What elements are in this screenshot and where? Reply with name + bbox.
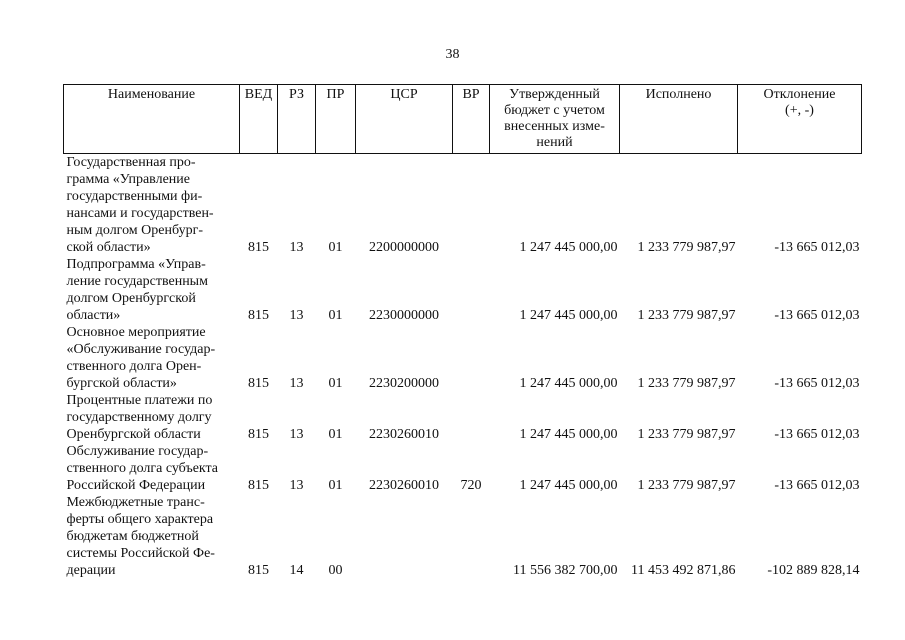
cell-vr — [453, 494, 490, 579]
cell-csr — [356, 494, 453, 579]
cell-rz: 13 — [289, 478, 304, 493]
header-approved-line: внесенных изме- — [504, 119, 605, 134]
cell-csr: 2200000000 — [369, 240, 439, 255]
cell-deviation: -13 665 012,03 — [774, 376, 860, 391]
cell-name-line: системы Российской Фе- — [66, 546, 215, 561]
cell-ved: 815 — [248, 240, 269, 255]
cell-name-line: ственного долга Орен- — [66, 359, 202, 374]
cell-csr: 2230200000 — [369, 376, 439, 391]
cell-ved: 815 — [248, 563, 269, 578]
cell-name-line: нансами и государствен- — [66, 206, 214, 221]
cell-approved: 11 556 382 700,00 — [513, 563, 618, 578]
cell-name — [64, 154, 240, 257]
cell-executed: 1 233 779 987,97 — [637, 478, 736, 493]
cell-name-line: Межбюджетные транс- — [66, 495, 205, 510]
cell-ved: 815 — [248, 427, 269, 442]
header-csr: ЦСР — [356, 85, 453, 154]
cell-vr — [453, 154, 490, 257]
cell-csr: 2230260010 — [369, 478, 439, 493]
cell-name — [64, 256, 240, 324]
cell-approved: 1 247 445 000,00 — [519, 427, 618, 442]
cell-name-line: грамма «Управление — [66, 172, 191, 187]
cell-executed: 1 233 779 987,97 — [637, 376, 736, 391]
cell-pr: 01 — [328, 427, 343, 442]
cell-csr: 2230260010 — [369, 427, 439, 442]
cell-deviation: -13 665 012,03 — [774, 308, 860, 323]
table-row — [64, 154, 862, 257]
cell-name-line: Государственная про- — [66, 155, 196, 170]
cell-deviation: -13 665 012,03 — [774, 478, 860, 493]
cell-name-line: Подпрограмма «Управ- — [66, 257, 206, 272]
header-name: Наименование — [64, 85, 240, 154]
cell-name — [64, 392, 240, 443]
cell-name-line: ление государственным — [66, 274, 208, 289]
header-ved: ВЕД — [240, 85, 278, 154]
header-approved-line: нений — [536, 135, 573, 150]
cell-executed: 1 233 779 987,97 — [637, 240, 736, 255]
cell-rz: 13 — [289, 308, 304, 323]
header-deviation — [738, 85, 862, 154]
table-row — [64, 392, 862, 443]
budget-execution-table — [63, 84, 862, 579]
header-rz: РЗ — [278, 85, 316, 154]
cell-ved: 815 — [248, 478, 269, 493]
table-row — [64, 443, 862, 494]
cell-executed: 11 453 492 871,86 — [631, 563, 736, 578]
cell-name-line: ным долгом Оренбург- — [66, 223, 203, 238]
cell-vr — [453, 256, 490, 324]
cell-pr: 00 — [328, 563, 343, 578]
header-deviation-line: (+, -) — [785, 103, 814, 118]
cell-pr: 01 — [328, 308, 343, 323]
cell-pr: 01 — [328, 478, 343, 493]
cell-name-line: ферты общего характера — [66, 512, 214, 527]
cell-approved: 1 247 445 000,00 — [519, 478, 618, 493]
cell-name-line: ской области» — [66, 240, 151, 255]
cell-approved: 1 247 445 000,00 — [519, 376, 618, 391]
cell-name-line: Оренбургской области — [66, 427, 201, 442]
cell-executed: 1 233 779 987,97 — [637, 427, 736, 442]
cell-rz: 14 — [289, 563, 304, 578]
cell-rz: 13 — [289, 240, 304, 255]
cell-name-line: Основное мероприятие — [66, 325, 206, 340]
cell-name-line: государственными фи- — [66, 189, 203, 204]
cell-name-line: ственного долга субъекта — [66, 461, 219, 476]
cell-name-line: долгом Оренбургской — [66, 291, 196, 306]
cell-name-line: бюджетам бюджетной — [66, 529, 199, 544]
header-approved — [490, 85, 620, 154]
cell-name-line: области» — [66, 308, 121, 323]
cell-name — [64, 443, 240, 494]
cell-name-line: Обслуживание государ- — [66, 444, 209, 459]
header-vr: ВР — [453, 85, 490, 154]
cell-deviation: -13 665 012,03 — [774, 427, 860, 442]
cell-ved: 815 — [248, 308, 269, 323]
header-executed: Исполнено — [620, 85, 738, 154]
cell-name-line: государственному долгу — [66, 410, 212, 425]
table-row — [64, 256, 862, 324]
page-number: 38 — [445, 47, 460, 62]
cell-vr — [453, 324, 490, 392]
table-row — [64, 494, 862, 579]
cell-deviation: -13 665 012,03 — [774, 240, 860, 255]
cell-csr: 2230000000 — [369, 308, 439, 323]
cell-vr — [453, 392, 490, 443]
header-approved-line: бюджет с учетом — [504, 103, 605, 118]
cell-approved: 1 247 445 000,00 — [519, 240, 618, 255]
cell-pr: 01 — [328, 376, 343, 391]
cell-executed: 1 233 779 987,97 — [637, 308, 736, 323]
cell-name — [64, 324, 240, 392]
cell-name-line: дерации — [66, 563, 116, 578]
table-header-row — [64, 85, 862, 154]
header-deviation-line: Отклонение — [763, 87, 836, 102]
cell-rz: 13 — [289, 427, 304, 442]
header-pr: ПР — [316, 85, 356, 154]
cell-name — [64, 494, 240, 579]
cell-deviation: -102 889 828,14 — [767, 563, 860, 578]
cell-ved: 815 — [248, 376, 269, 391]
header-approved-line: Утвержденный — [509, 87, 600, 102]
cell-name-line: «Обслуживание государ- — [66, 342, 216, 357]
cell-vr: 720 — [460, 478, 482, 493]
cell-rz: 13 — [289, 376, 304, 391]
cell-name-line: Российской Федерации — [66, 478, 206, 493]
cell-pr: 01 — [328, 240, 343, 255]
cell-name-line: Процентные платежи по — [66, 393, 213, 408]
cell-approved: 1 247 445 000,00 — [519, 308, 618, 323]
table-row — [64, 324, 862, 392]
table-body — [64, 154, 862, 580]
cell-name-line: бургской области» — [66, 376, 177, 391]
